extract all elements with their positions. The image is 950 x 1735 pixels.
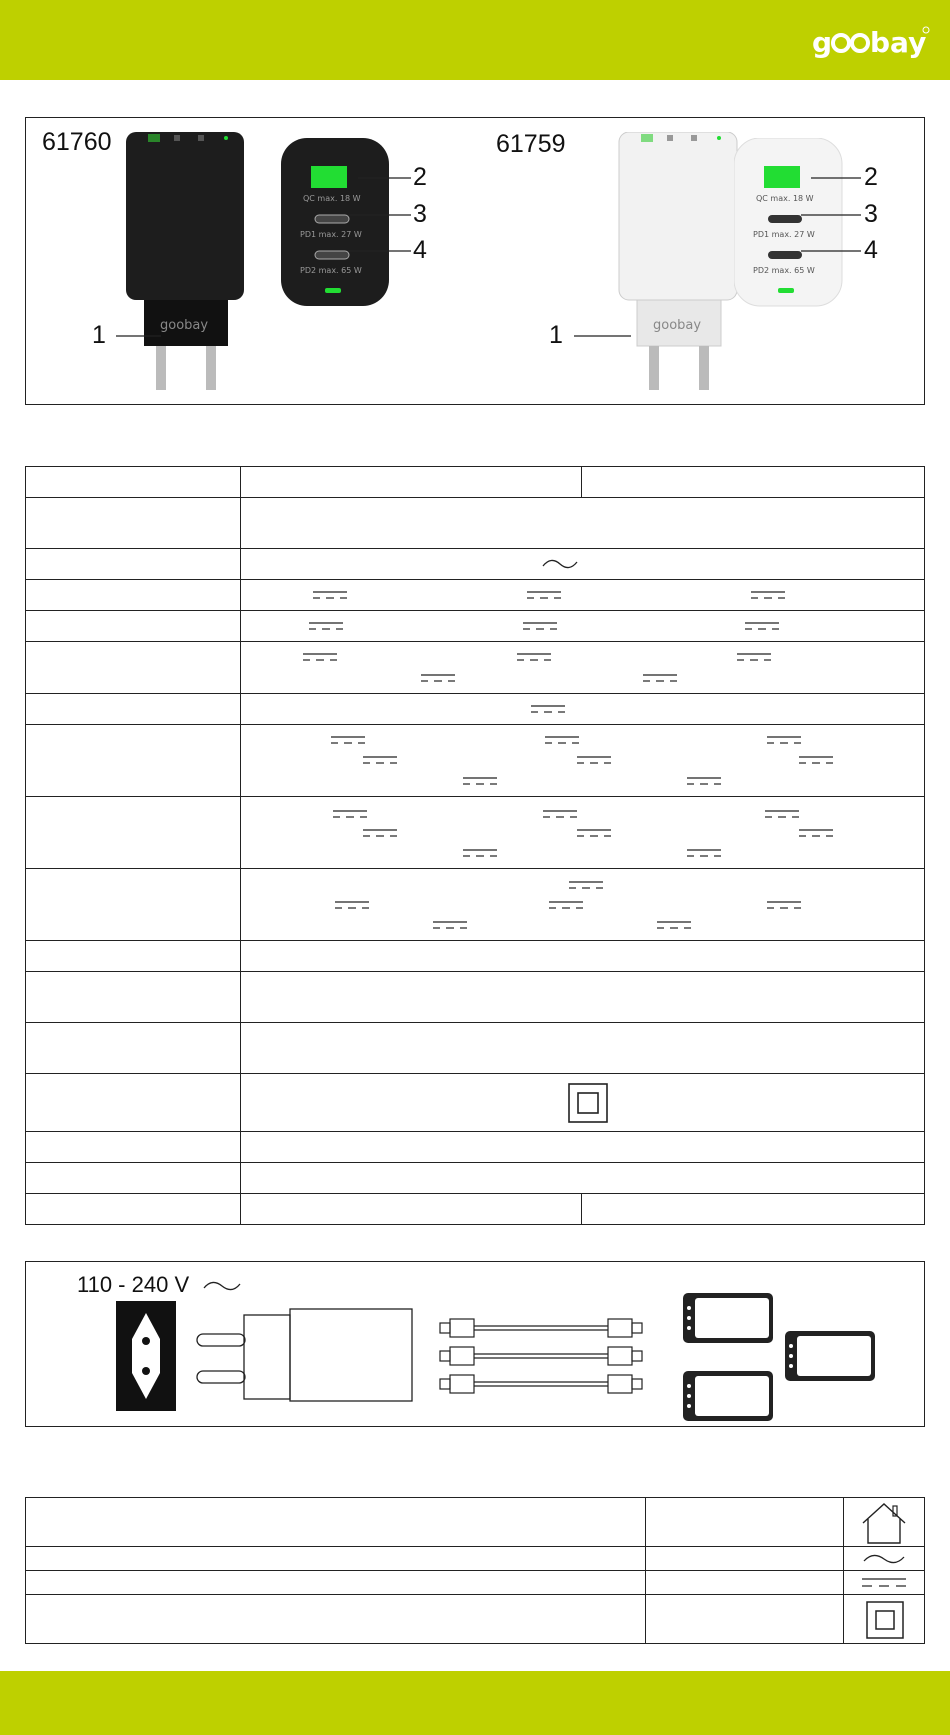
- table-row: [26, 1074, 925, 1132]
- house-icon: [859, 1501, 909, 1545]
- svg-text:PD1 max. 27 W: PD1 max. 27 W: [300, 230, 362, 239]
- table-row: [26, 725, 925, 797]
- usage-diagram-box: [25, 1261, 925, 1427]
- product-overview-box: [25, 117, 925, 405]
- dc-symbol-icon: [241, 725, 926, 797]
- footer-band: [0, 1671, 950, 1735]
- dc-symbol-icon: [241, 694, 926, 725]
- cable-icon: [438, 1316, 648, 1406]
- header-band: [0, 0, 950, 80]
- input-voltage-label: 110 - 240 V: [77, 1272, 190, 1297]
- model-61759: 61759: [496, 130, 566, 158]
- symbols-table: [25, 1497, 925, 1644]
- svg-text:QC max. 18 W: QC max. 18 W: [756, 194, 814, 203]
- table-row: [26, 1595, 925, 1644]
- table-row: [26, 869, 925, 941]
- callout-2-black: 2: [413, 163, 427, 191]
- dc-row-a: [240, 580, 924, 611]
- ac-symbol-icon: [202, 1278, 242, 1294]
- callout-4-white: 4: [864, 236, 878, 264]
- dc-symbol-icon: [241, 611, 926, 642]
- protection-class-ii-icon: [567, 1082, 609, 1124]
- callout-3-black: 3: [413, 200, 427, 228]
- phone-icon: [681, 1291, 881, 1421]
- callout-lines-black: [26, 118, 926, 406]
- table-row: [26, 1132, 925, 1163]
- svg-text:bay: bay: [870, 26, 927, 59]
- table-row: [26, 1498, 925, 1547]
- svg-text:g: g: [812, 26, 833, 59]
- table-row: [26, 941, 925, 972]
- table-row: [26, 642, 925, 694]
- svg-text:goobay: goobay: [653, 318, 702, 333]
- dc-symbol-icon: [241, 642, 926, 694]
- table-row: [26, 1194, 925, 1225]
- table-row: [26, 549, 925, 580]
- svg-text:PD1 max. 27 W: PD1 max. 27 W: [753, 230, 815, 239]
- dc-symbol-icon: [241, 797, 926, 869]
- svg-text:QC max. 18 W: QC max. 18 W: [303, 194, 361, 203]
- table-row: [26, 467, 925, 498]
- table-row: [26, 694, 925, 725]
- dc-symbol-icon: [241, 869, 926, 941]
- table-row: [26, 580, 925, 611]
- table-row: [26, 1571, 925, 1595]
- svg-text:goobay: goobay: [160, 318, 209, 333]
- protection-class-ii-icon: [865, 1600, 905, 1640]
- callout-1-black: 1: [92, 321, 106, 349]
- svg-text:PD2 max. 65 W: PD2 max. 65 W: [300, 266, 362, 275]
- callout-1-white: 1: [549, 321, 563, 349]
- eu-socket-icon: [116, 1301, 176, 1411]
- table-row: [26, 797, 925, 869]
- table-row: [26, 1023, 925, 1074]
- callout-4-black: 4: [413, 236, 427, 264]
- table-row: [26, 498, 925, 549]
- dc-symbol-icon: [860, 1576, 908, 1590]
- table-row: [26, 972, 925, 1023]
- ac-symbol-icon: [541, 556, 579, 572]
- ac-symbol-icon: [862, 1551, 906, 1567]
- spec-table: [25, 466, 925, 1225]
- svg-text:PD2 max. 65 W: PD2 max. 65 W: [753, 266, 815, 275]
- callout-3-white: 3: [864, 200, 878, 228]
- dc-symbol-icon: [241, 580, 926, 611]
- callout-2-white: 2: [864, 163, 878, 191]
- table-row: [26, 1163, 925, 1194]
- table-row: [26, 1547, 925, 1571]
- model-61760: 61760: [42, 128, 112, 156]
- goobay-logo: [810, 22, 930, 62]
- table-row: [26, 611, 925, 642]
- charger-plug-icon: [196, 1307, 446, 1407]
